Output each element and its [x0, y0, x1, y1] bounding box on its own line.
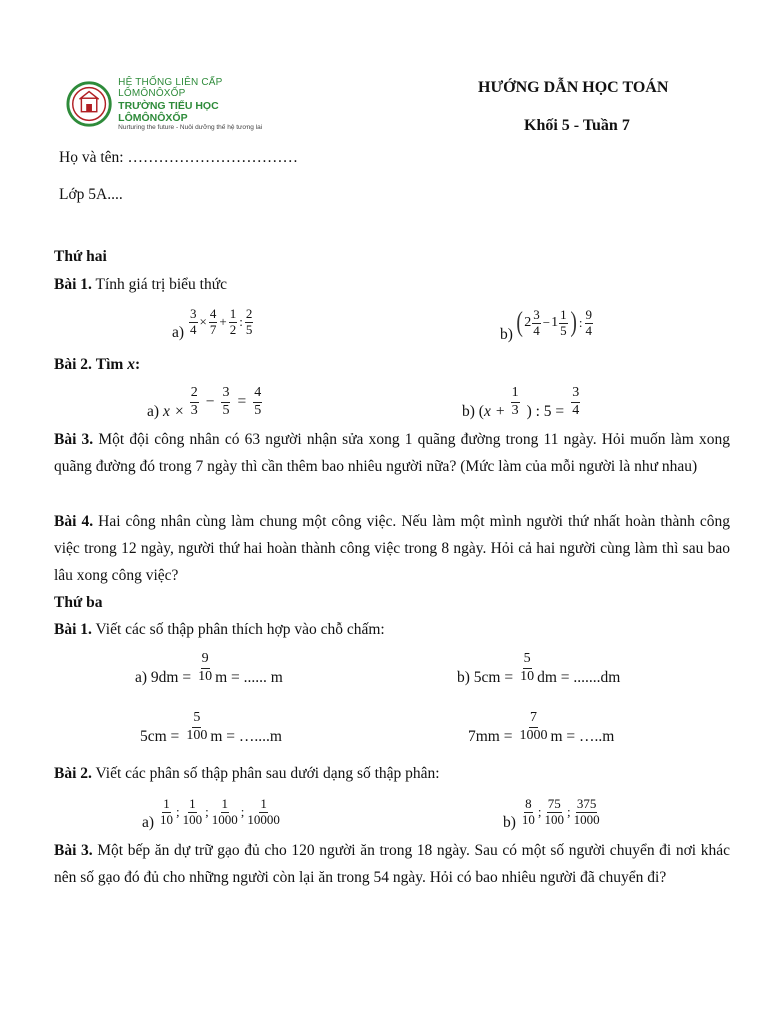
logo-system-name: HỆ THỐNG LIÊN CẤP LÔMÔNÔXỐP: [118, 76, 223, 100]
monday-ex4: Bài 4. Hai công nhân cùng làm chung một công việc. Nếu làm một mình người thứ nhất hoàn thành công việc trong 12 ngày, người thứ hai hoàn thành công việc trong 8 ngày. Hỏi cả hai người cùng làm thì sau bao lâu xong công việc?: [54, 513, 731, 584]
monday-ex1-heading: [54, 277, 227, 293]
fraction: $\frac{9}{4}$: [585, 306, 593, 338]
tuesday-ex2-a: a) $\frac{1}{10}$ ; $\frac{1}{100}$ ; $\frac{1}{1000}$ ; $\frac{1}{10000}$: [142, 795, 280, 831]
student-name-field: Họ và tên: ……………………………: [59, 149, 298, 166]
exercise-text: Tính giá trị biểu thức: [95, 276, 228, 293]
fraction: $\frac{3}{4}$: [533, 306, 540, 338]
fraction: $\frac{8}{10}$: [521, 795, 535, 827]
fraction: $\frac{75}{100}$: [544, 795, 565, 827]
fraction: $\frac{3}{4}$: [572, 385, 580, 418]
fraction: $\frac{5}{100}$: [186, 710, 208, 743]
class-field: Lớp 5A....: [59, 186, 123, 203]
logo-school-name: TRƯỜNG TIỂU HỌC LÔMÔNÔXỐP: [118, 99, 219, 124]
fraction: $\frac{1}{10}$: [160, 795, 174, 827]
fraction: $\frac{1}{2}$: [229, 305, 237, 337]
school-logo: [66, 78, 286, 130]
fraction: $\frac{9}{10}$: [198, 651, 213, 684]
fraction: $\frac{1}{100}$: [182, 795, 203, 827]
fraction: $\frac{5}{10}$: [520, 651, 535, 684]
fraction: $\frac{1}{10000}$: [247, 795, 280, 827]
tuesday-ex1-b: b) 5cm = $\frac{5}{10}$ dm = .......dm: [457, 651, 621, 686]
logo-slogan: Nurturing the future - Nuôi dưỡng thế hệ tương lai: [118, 123, 263, 131]
exercise-label: Bài 1.: [54, 276, 92, 293]
fraction: $\frac{3}{4}$: [190, 305, 197, 337]
tuesday-ex1-c: 5cm = $\frac{5}{100}$ m = …....m: [140, 710, 282, 745]
school-crest-icon: [66, 80, 112, 128]
fraction: $\frac{2}{3}$: [190, 385, 198, 418]
day-title-tuesday: Thứ ba: [54, 594, 103, 611]
tuesday-ex1-a: a) 9dm = $\frac{9}{10}$ m = ...... m: [135, 651, 283, 686]
monday-ex3: Bài 3. Một đội công nhân có 63 người nhận sửa xong 1 quãng đường trong 11 ngày. Hỏi muốn làm xong quãng đường đó trong 7 ngày thì cần thêm bao nhiêu người nữa? (Mức làm của mỗi người là như nhau): [54, 431, 730, 475]
monday-ex2-heading: Bài 2. Tìm x:: [54, 356, 141, 373]
tuesday-ex2-heading: Bài 2. Viết các phân số thập phân sau dưới dạng số thập phân:: [54, 765, 440, 782]
tuesday-ex1-heading: Bài 1. Viết các số thập phân thích hợp vào chỗ chấm:: [54, 621, 385, 638]
fraction: $\frac{1}{1000}$: [211, 795, 238, 827]
monday-ex1-a: a) $\frac{3}{4}$ × $\frac{4}{7}$ + $\frac{1}{2}$ : $\frac{2}{5}$: [172, 305, 253, 341]
monday-ex2-a: a) x × $\frac{2}{3}$ − $\frac{3}{5}$ = $\frac{4}{5}$: [147, 385, 262, 420]
day-title-monday: Thứ hai: [54, 248, 107, 265]
fraction: $\frac{7}{1000}$: [519, 710, 548, 743]
fraction: $\frac{375}{1000}$: [573, 795, 600, 827]
monday-ex2-b: b) ( x + $\frac{1}{3}$ ) : 5 = $\frac{3}{4}$: [462, 385, 580, 420]
fraction: $\frac{3}{5}$: [222, 385, 230, 418]
tuesday-ex3: Bài 3. Một bếp ăn dự trữ gạo đủ cho 120 người ăn trong 18 ngày. Sau có một số người chuyển đi nơi khác nên số gạo đó đủ cho những người còn lại ăn trong 54 ngày. Hỏi có bao nhiêu người đã chuyển đi?: [54, 842, 730, 886]
document-title: HƯỚNG DẪN HỌC TOÁN: [478, 79, 669, 96]
tuesday-ex1-d: 7mm = $\frac{7}{1000}$ m = …..m: [468, 710, 615, 745]
fraction: $\frac{2}{5}$: [245, 305, 253, 337]
tuesday-ex2-b: b) $\frac{8}{10}$ ; $\frac{75}{100}$ ; $\frac{375}{1000}$: [503, 795, 600, 831]
monday-ex1-b: b) ( 2 $\frac{3}{4}$ − 1 $\frac{1}{5}$ ) : $\frac{9}{4}$: [500, 306, 593, 343]
fraction: $\frac{1}{5}$: [560, 306, 567, 338]
fraction: $\frac{4}{5}$: [254, 385, 262, 418]
fraction: $\frac{1}{3}$: [511, 385, 519, 418]
fraction: $\frac{4}{7}$: [209, 305, 217, 337]
document-subtitle: Khối 5 - Tuần 7: [524, 117, 630, 134]
